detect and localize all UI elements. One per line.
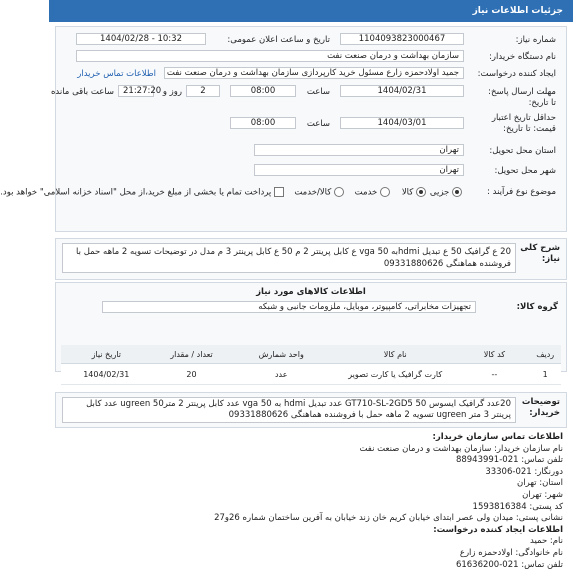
col-name: نام کالا <box>331 345 459 364</box>
contact-title: اطلاعات تماس سازمان خریدار: <box>432 432 563 442</box>
announce-field: 1404/02/28 - 10:32 <box>76 33 206 45</box>
row-code: -- <box>459 364 529 385</box>
deadline-label: مهلت ارسال پاسخ: <box>488 87 556 97</box>
description-section <box>55 392 567 428</box>
deadline-date-field: 1404/02/31 <box>340 85 464 97</box>
goods-table-header <box>61 345 561 364</box>
row-unit: عدد <box>231 364 331 385</box>
option-service[interactable] <box>355 187 390 198</box>
option-goods[interactable] <box>402 187 426 198</box>
partial-radio-icon[interactable] <box>452 187 462 197</box>
creator-first-name: نام: حمید <box>530 536 563 547</box>
description-text: 20عدد گرافیک ایسوس GT710-SL-2GD5 50 عدد تبدیل hdmi به vga 50 عدد کابل پرینتر 2 متر50 ugreen عدد کابل پرینتر 3 متر ugreen تسویه 2 ماهه حمل با فروشنده هماهنگی 09331880626 <box>62 397 516 423</box>
goods-group-label: گروه کالا: <box>516 302 558 312</box>
goods-section-title: اطلاعات کالاهای مورد نیاز <box>256 287 366 297</box>
city-row <box>56 164 566 178</box>
col-index: ردیف <box>529 345 561 364</box>
contact-city: شهر: تهران <box>522 489 563 500</box>
buyer-contact-link[interactable]: اطلاعات تماس خریدار <box>77 69 156 79</box>
buyer-row <box>56 50 566 64</box>
days-field: 2 <box>186 85 220 97</box>
need-number-field: 1104093823000467 <box>340 33 464 45</box>
option-goods-service[interactable] <box>294 187 344 198</box>
payment-note: پرداخت تمام یا بخشی از مبلغ خرید،از محل "اسناد خزانه اسلامی" خواهد بود. <box>0 187 272 198</box>
city-label: شهر محل تحویل: <box>494 166 556 176</box>
col-unit: واحد شمارش <box>231 345 331 364</box>
service-radio-icon[interactable] <box>380 187 390 197</box>
province-row <box>56 144 566 158</box>
category-label: موضوع نوع فرآیند : <box>487 187 556 197</box>
remaining-time-field: 21:27:20 <box>118 85 154 97</box>
need-details-panel <box>0 26 567 232</box>
creator-phone: تلفن تماس: 021-61636200 <box>455 559 563 570</box>
contact-address: نشانی پستی: میدان ولی عصر ابتدای خیابان کریم خان زند خیابان به آفرین ساختمان شماره 26و27 <box>214 513 563 524</box>
goods-table <box>61 345 561 385</box>
row-qty: 20 <box>152 364 232 385</box>
row-index: 1 <box>529 364 561 385</box>
row-name: کارت گرافیک یا کارت تصویر <box>331 364 459 385</box>
summary-text: 20 ع گرافیک 50 ع تبدیل hdmiبه vga 50 ع کابل پرینتر 2 م 50 ع کابل پرینتر 3 م مدل در توضیحات تسویه 2 ماهه حمل با فروشنده هماهنگی 09331880626 <box>62 243 516 273</box>
contact-province: استان: تهران <box>516 478 563 489</box>
province-label: استان محل تحویل: <box>489 146 556 156</box>
validity-time-field: 08:00 <box>230 117 296 129</box>
option-goods-service-label: کالا/خدمت <box>294 187 332 198</box>
col-qty: تعداد / مقدار <box>152 345 232 364</box>
announce-label: تاریخ و ساعت اعلان عمومی: <box>227 35 330 45</box>
buyer-label: نام دستگاه خریدار: <box>489 52 556 62</box>
contact-postal-code: کد پستی: 1593816384 <box>472 501 563 512</box>
deadline-time-field: 08:00 <box>230 85 296 97</box>
option-partial[interactable] <box>430 187 462 198</box>
contact-section <box>59 432 563 571</box>
option-partial-label: جزیی <box>429 187 450 198</box>
deadline-until-row <box>56 96 566 110</box>
validity-until-row <box>56 122 566 136</box>
page-title: جزئیات اطلاعات نیاز <box>472 6 563 16</box>
goods-radio-icon[interactable] <box>416 187 426 197</box>
table-row[interactable] <box>61 364 561 385</box>
days-label: روز و <box>162 87 182 97</box>
summary-section <box>55 238 567 280</box>
validity-date-field: 1404/03/01 <box>340 117 464 129</box>
deadline-time-label: ساعت <box>306 87 330 97</box>
need-number-label: شماره نیاز: <box>515 35 556 45</box>
category-row <box>0 185 566 199</box>
contact-phone: تلفن تماس: 021-88943991 <box>455 455 563 466</box>
creator-last-name: نام خانوادگی: اولادحمزه زارع <box>459 547 563 558</box>
need-number-row <box>56 33 566 47</box>
buyer-field: سازمان بهداشت و درمان صنعت نفت <box>76 50 464 62</box>
creator-field: جمید اولادحمزه زارع مسئول خرید کارپردازی سازمان بهداشت و درمان صنعت نفت <box>164 67 464 79</box>
payment-checkbox[interactable] <box>274 187 284 197</box>
goods-service-radio-icon[interactable] <box>334 187 344 197</box>
description-label: توضیحات خریدار: <box>521 397 560 418</box>
contact-fax: دورنگار: 021-33306 <box>485 466 563 477</box>
payment-option[interactable] <box>0 187 284 198</box>
contact-org: نام سازمان خریدار: سازمان بهداشت و درمان صنعت نفت <box>359 443 563 454</box>
col-date: تاریخ نیاز <box>61 345 152 364</box>
option-goods-label: کالا <box>401 187 414 198</box>
validity-time-label: ساعت <box>306 119 330 129</box>
goods-group-field: تجهیزات مخابراتی، کامپیوتر، موبایل، ملزومات جانبی و شبکه <box>102 301 476 313</box>
city-field: تهران <box>254 164 464 176</box>
summary-label: شرح کلی نیاز: <box>520 243 560 264</box>
row-date: 1404/02/31 <box>61 364 152 385</box>
remaining-label: ساعت باقی مانده <box>50 87 114 97</box>
deadline-until-label: تا تاریخ: <box>528 98 556 108</box>
province-field: تهران <box>254 144 464 156</box>
col-code: کد کالا <box>459 345 529 364</box>
creator-row <box>56 67 566 81</box>
validity-label: حداقل تاریخ اعتبار <box>491 113 556 123</box>
option-service-label: خدمت <box>354 187 378 198</box>
page-header <box>49 0 573 22</box>
creator-label: ایجاد کننده درخواست: <box>477 69 556 79</box>
validity-until-label: قیمت: تا تاریخ: <box>503 124 556 134</box>
creator-info-title: اطلاعات ایجاد کننده درخواست: <box>433 524 563 535</box>
